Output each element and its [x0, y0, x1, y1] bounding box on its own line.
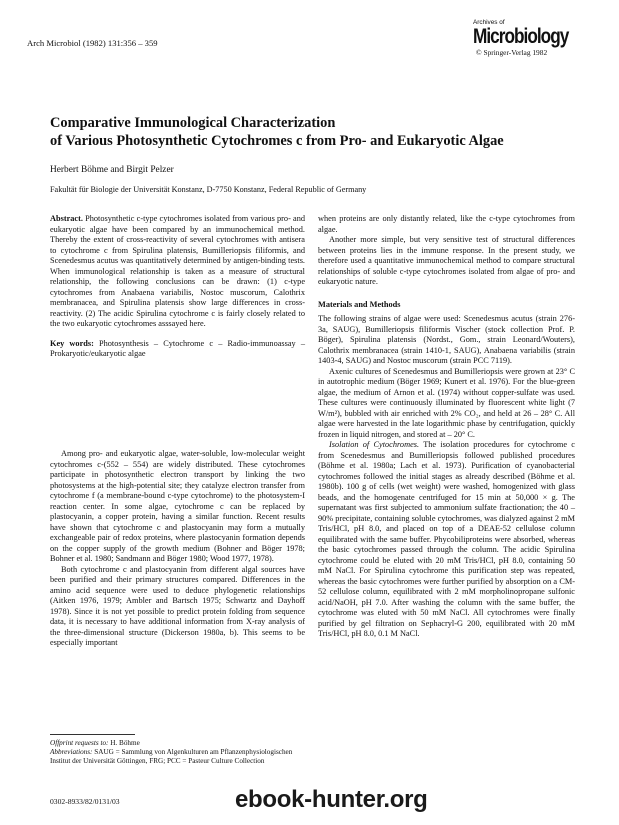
keywords-text: Photosynthesis – Cytochrome c – Radio-immunoassay – Prokaryotic/eukaryotic algae — [50, 338, 305, 358]
right-column — [318, 214, 575, 640]
intro-paragraph-1: Among pro- and eukaryotic algae, water-soluble, low-molecular weight cytochromes c-(552 – 554) are widely distributed. These cytochromes participate in photosynthetic electron transport by linking the two photosystems at the high-potential site; they catalyze electron transfer from cytochrome f (a membrane-bound c-type cytochrome) to the photosystem-I reaction center. In some algae, cytochrome c can be replaced by plastocyanin, a copper protein, having a similar function. Recent results have shown that cytochrome c and plastocyanin may form a mutually exchangeable pair of redox proteins, where plastocyanin formation depends on the copper supply of the growth medium (Bohner and Böger 1978; Bohner et al. 1980; Sandmann and Böger 1980; Wood 1977, 1978). — [50, 449, 305, 563]
article-title — [50, 114, 504, 150]
journal-logo — [473, 19, 591, 57]
journal-reference: Arch Microbiol (1982) 131:356 – 359 — [27, 38, 158, 48]
abstract-text: Photosynthetic c-type cytochromes isolated from various pro- and eukaryotic algae have been compared by an immunochemical method. Thereby the extent of cross-reactivity of several cytochromes with antisera to cytochrome c from Spirulina platensis, Bumilleriopsis filiformis, and Scenedesmus acutus was quantitatively determined by antigen-binding tests. When immunological relationship is taken as a measure of structural relationship, the following conclusions can be drawn: (1) c-type cytochromes from Anabaena variabilis, Nostoc muscorum, Calothrix membranacea, and Spirulina platensis show large differences in cross-reactivity. (2) The acidic Spirulina cytochrome c is fairly closely related to the two eukaryotic cytochromes asssayed here. — [50, 214, 306, 328]
logo-subtitle: Archives of — [473, 19, 505, 26]
abstract-label: Abstract. — [50, 214, 83, 223]
methods-strains: The following strains of algae were used: Scenedesmus acutus (strain 276-3a, SAUG), Bumilleriopsis filiformis Vischer (stock collection Prof. P. Böger), Spirulina platensis (Nordst., Gom., strain Leonard/Wouters), Calothrix membranacea (strain 1410-1, SAUG), Anabaena variabilis (strain 1403-4, SAUG) and Nostoc muscorum (strain PCC 7119). — [318, 314, 575, 365]
introduction — [50, 449, 305, 649]
methods-isolation — [318, 440, 575, 640]
intro-paragraph-2: Both cytochrome c and plastocyanin from different algal sources have been purified and their primary structures compared. Differences in the amino acid sequence were used to deduce phylogenetic relationships (Aitken 1976, 1979; Ambler and Bartsch 1975; Schwartz and Dayhoff 1978). Since it is not yet possible to predict protein folding from sequence data, it is necessary to have additional information from X-ray analysis of the three-dimensional structure (Dickerson 1980a, b). This seems to be especially important — [50, 564, 305, 647]
affiliation: Fakultät für Biologie der Universität Konstanz, D-7750 Konstanz, Federal Republic of Germany — [50, 185, 367, 194]
logo-title: Microbiology — [473, 25, 569, 48]
abstract-section — [50, 214, 305, 360]
methods-heading: Materials and Methods — [318, 299, 401, 309]
watermark: ebook-hunter.org — [235, 786, 428, 813]
document-code: 0302-8933/82/0131/03 — [50, 797, 120, 806]
methods-cultures: Axenic cultures of Scenedesmus and Bumilleriopsis were grown at 23° C in autotrophic medium (Böger 1969; Kunert et al. 1976). For the blue-green algae, the medium of Arnon et al. (1974) without copper-sulfate was used. These cultures were continuously illuminated by fluorescent white light (7 W/m²), bubbled with air enriched with 2% CO₂, and held at 26 – 28° C. All algae were harvested in the late logarithmic phase by centrifugation, quickly frozen in liquid nitrogen, and stored at – 20° C. — [318, 366, 575, 439]
right-paragraph-2: Another more simple, but very sensitive test of structural differences between proteins lies in the immune response. In the present study, we therefore used a quantitative immunochemical method to compare structural relationships of soluble c-type cytochromes isolated from algae of pro- and eukaryotic nature. — [318, 235, 575, 286]
keywords-label: Key words: — [50, 338, 94, 348]
isolation-text: The isolation procedures for cytochrome c from Scenedesmus and Bumilleriopsis followed published procedures (Böhme et al. 1980a; Lach et al. 1973). Purification of cyanobacterial cytochromes followed the initial stages as already described (Böhme et al. 1980b). 100 g of cells (wet weight) were washed, homogenized with glass beads, and the homogenate centrifuged for 15 min at 50,000 × g. The supernatant was first subjected to ammonium sulfate fractionation; the 40 – 90% precipitate, containing soluble cytochromes, was dialyzed against 2 mM Tris/HCl, pH 8.0, and placed on top of a DEAE-52 cellulose column equilibrated with the same buffer. Phycobiliproteins were absorbed, whereas the basic cytochromes passed through the column. The acidic Spirulina cytochrome could be eluted with 20 mM Tris/HCl, pH 8.0, containing 50 mM NaCl. For Spirulina cytochrome this purification step was repeated, whereas the basic cytochromes were further purified by absorption on a CM-52 cellulose column, equilibrated with 2 mM morpholinopropane sulfonic acid/NaOH, pH 7.0. After washing the column with the same buffer, the cytochrome was eluted with 50 mM NaCl. All cytochromes were finally purified by gel filtration on Sephacryl-G 200, equilibrated with 20 mM Tris/HCl, pH 8.0, 0.1 M NaCl. — [318, 440, 575, 638]
abbreviations-text: SAUG = Sammlung von Algenkulturen am Pflanzenphysiologischen Institut der Universität Göttingen, FRG; PCC = Pasteur Culture Collection — [50, 748, 293, 766]
offprint-text: H. Böhme — [110, 739, 140, 747]
isolation-label: Isolation of Cytochromes. — [329, 440, 420, 449]
right-paragraph-1: when proteins are only distantly related, like the c-type cytochromes from algae. — [318, 214, 575, 234]
copyright: © Springer-Verlag 1982 — [476, 48, 548, 57]
title-line-2: of Various Photosynthetic Cytochromes c from Pro- and Eukaryotic Algae — [50, 133, 504, 149]
authors: Herbert Böhme and Birgit Pelzer — [50, 165, 174, 175]
offprint-label: Offprint requests to: — [50, 739, 109, 747]
abbreviations-label: Abbreviations: — [50, 748, 93, 757]
footnotes — [50, 739, 305, 766]
footnote-divider — [50, 734, 135, 735]
title-line-1: Comparative Immunological Characterization — [50, 115, 336, 131]
